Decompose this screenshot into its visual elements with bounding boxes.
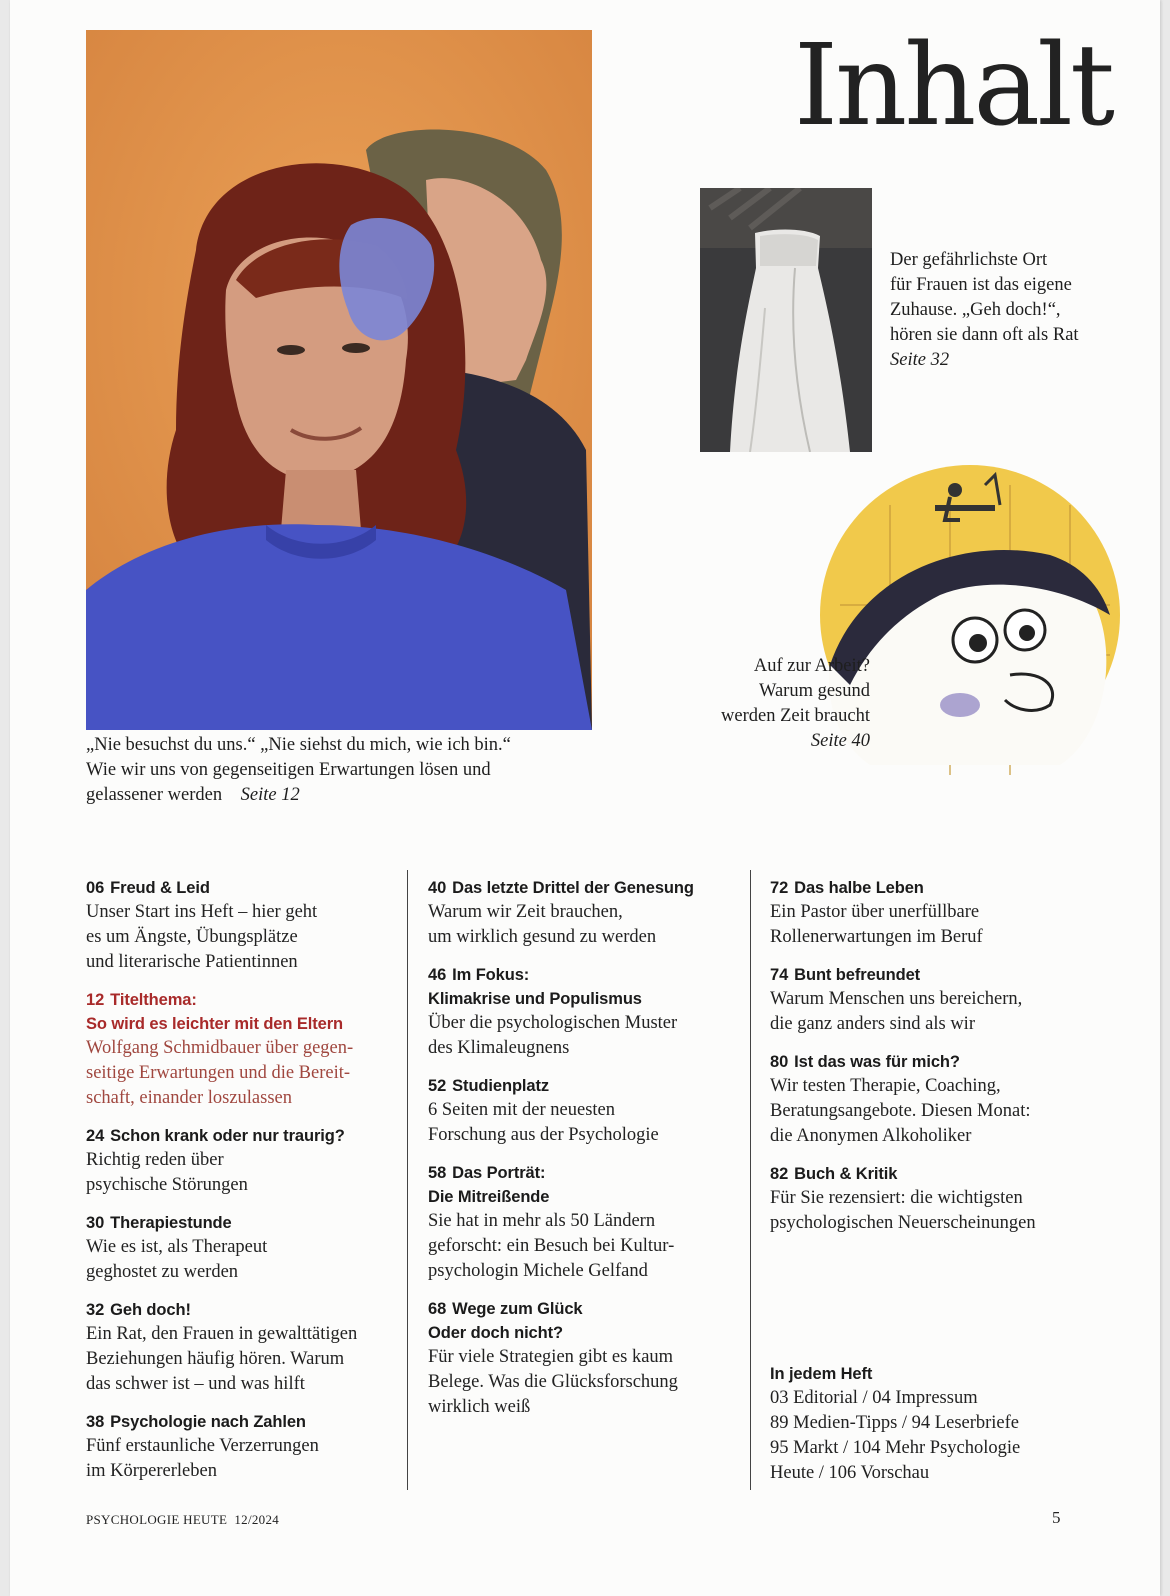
toc-entry-38[interactable]: [86, 1410, 396, 1484]
entry-description: Für Sie rezensiert: die wichtigsten psychologischen Neuerscheinungen: [770, 1188, 1036, 1233]
footer-magazine: [86, 1512, 279, 1528]
entry-title: Das Porträt:: [452, 1164, 546, 1182]
entry-title: Titelthema:: [110, 991, 197, 1009]
toc-entry-74[interactable]: [770, 963, 1090, 1037]
toc-column-2: [428, 876, 738, 1433]
page-reference: Seite 40: [810, 731, 870, 751]
page-reference: Seite 32: [890, 350, 950, 370]
entry-description: Fünf erstaunliche Verzerrungen im Körpererleben: [86, 1436, 319, 1481]
issue-number: 12/2024: [234, 1512, 280, 1527]
in-every-issue-list: 03 Editorial / 04 Impressum 89 Medien-Tipps / 94 Leserbriefe 95 Markt / 104 Mehr Psychologie Heute / 106 Vorschau: [770, 1388, 1021, 1483]
entry-title: Schon krank oder nur traurig?: [110, 1127, 345, 1145]
entry-title: Geh doch!: [110, 1301, 191, 1319]
entry-description: Über die psychologischen Muster des Klimaleugnens: [428, 1013, 678, 1058]
entry-description: Sie hat in mehr als 50 Ländern geforscht: ein Besuch bei Kultur- psychologin Michele Gelfand: [428, 1211, 675, 1281]
entry-description: Für viele Strategien gibt es kaum Belege. Was die Glücksforschung wirklich weiß: [428, 1347, 678, 1417]
entry-description: Wie es ist, als Therapeut geghostet zu werden: [86, 1237, 268, 1282]
entry-title: Das halbe Leben: [794, 879, 924, 897]
entry-description: Warum wir Zeit brauchen, um wirklich gesund zu werden: [428, 902, 657, 947]
entry-subtitle: Oder doch nicht?: [428, 1324, 563, 1342]
entry-description: Wir testen Therapie, Coaching, Beratungsangebote. Diesen Monat: die Anonymen Alkoholiker: [770, 1076, 1031, 1146]
footer-page-number: 5: [1052, 1508, 1061, 1527]
entry-subtitle: Klimakrise und Populismus: [428, 990, 642, 1008]
entry-title: Im Fokus:: [452, 966, 530, 984]
toc-column-3: [770, 876, 1090, 1249]
entry-title: Das letzte Drittel der Genesung: [452, 879, 694, 897]
entry-description: Warum Menschen uns bereichern, die ganz anders sind als wir: [770, 989, 1023, 1034]
magazine-page: [10, 0, 1160, 1596]
toc-entry-46[interactable]: [428, 963, 738, 1061]
entry-title: Freud & Leid: [110, 879, 210, 897]
page-title: Inhalt: [793, 21, 1112, 151]
page-number: 32: [86, 1301, 105, 1319]
toc-entry-52[interactable]: [428, 1074, 738, 1148]
page-reference: Seite 12: [240, 785, 300, 805]
entry-description: Unser Start ins Heft – hier geht es um Ängste, Übungsplätze und literarische Patientinnen: [86, 902, 318, 972]
entry-title: Bunt befreundet: [794, 966, 921, 984]
entry-title: Buch & Kritik: [794, 1165, 898, 1183]
page-number: 58: [428, 1164, 447, 1182]
toc-entry-30[interactable]: [86, 1211, 396, 1285]
in-every-issue: [770, 1362, 1090, 1486]
entry-subtitle: Die Mitreißende: [428, 1188, 550, 1206]
magazine-name: PSYCHOLOGIE HEUTE: [86, 1512, 228, 1527]
toc-column-1: [86, 876, 396, 1497]
entry-subtitle: So wird es leichter mit den Eltern: [86, 1015, 343, 1033]
page-number: 74: [770, 966, 789, 984]
toc-entry-68[interactable]: [428, 1297, 738, 1420]
page-number: 80: [770, 1053, 789, 1071]
toc-entry-24[interactable]: [86, 1124, 396, 1198]
entry-description: Wolfgang Schmidbauer über gegen- seitige Erwartungen und die Bereit- schaft, einander loszulassen: [86, 1038, 354, 1108]
page-number: 82: [770, 1165, 789, 1183]
page-number: 52: [428, 1077, 447, 1095]
cover-story-caption: „Nie besuchst du uns.“ „Nie siehst du mich, wie ich bin.“ Wie wir uns von gegenseitigen Erwartungen lösen und gelassener werden Seite 12: [86, 735, 511, 805]
page-number: 40: [428, 879, 447, 897]
entry-description: Richtig reden über psychische Störungen: [86, 1150, 248, 1195]
entry-description: Ein Pastor über unerfüllbare Rollenerwartungen im Beruf: [770, 902, 983, 947]
toc-entry-12-cover-story[interactable]: [86, 988, 396, 1111]
column-divider: [750, 870, 751, 1490]
page-number: 12: [86, 991, 105, 1009]
in-every-issue-title: In jedem Heft: [770, 1365, 873, 1383]
toc-entry-32[interactable]: [86, 1298, 396, 1397]
wedding-dress-photo: [700, 188, 872, 452]
toc-entry-40[interactable]: [428, 876, 738, 950]
cover-story-illustration: [86, 30, 592, 730]
entry-title: Therapiestunde: [110, 1214, 232, 1232]
entry-title: Psychologie nach Zahlen: [110, 1413, 306, 1431]
toc-entry-06[interactable]: [86, 876, 396, 975]
entry-description: Ein Rat, den Frauen in gewalttätigen Beziehungen häufig hören. Warum das schwer ist – und was hilft: [86, 1324, 358, 1394]
toc-entry-82[interactable]: [770, 1162, 1090, 1236]
column-divider: [407, 870, 408, 1490]
toc-entry-72[interactable]: [770, 876, 1090, 950]
work-story-caption: Auf zur Arbeit? Warum gesund werden Zeit braucht Seite 40: [721, 656, 870, 751]
page-number: 68: [428, 1300, 447, 1318]
page-number: 46: [428, 966, 447, 984]
entry-title: Studienplatz: [452, 1077, 550, 1095]
page-number: 38: [86, 1413, 105, 1431]
violence-story-caption: Der gefährlichste Ort für Frauen ist das eigene Zuhause. „Geh doch!“, hören sie dann oft als Rat Seite 32: [890, 250, 1079, 370]
page-number: 72: [770, 879, 789, 897]
page-number: 24: [86, 1127, 105, 1145]
entry-description: 6 Seiten mit der neuesten Forschung aus der Psychologie: [428, 1100, 659, 1145]
page-number: 30: [86, 1214, 105, 1232]
toc-entry-58[interactable]: [428, 1161, 738, 1284]
page-number: 06: [86, 879, 105, 897]
entry-title: Wege zum Glück: [452, 1300, 583, 1318]
toc-entry-80[interactable]: [770, 1050, 1090, 1149]
entry-title: Ist das was für mich?: [794, 1053, 960, 1071]
